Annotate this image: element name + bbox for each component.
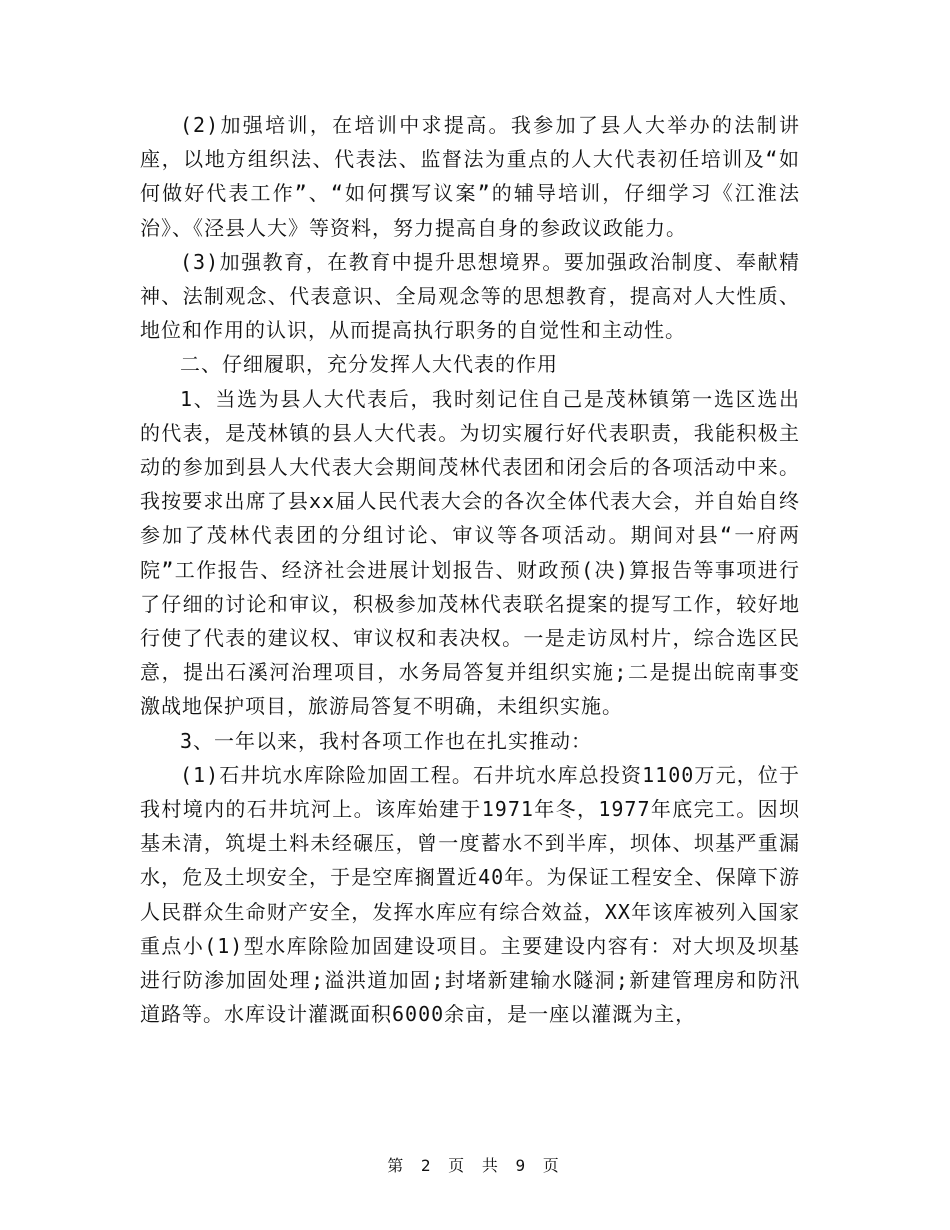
section-heading-duties: 二、仔细履职，充分发挥人大代表的作用 (180, 352, 558, 377)
paragraph-education: (3)加强教育，在教育中提升思想境界。要加强政治制度、奉献精神、法制观念、代表意识、全局观念等的思想教育，提高对人大性质、地位和作用的认识，从而提高执行职务的自觉性和主动性。 (140, 249, 800, 343)
paragraph-village-work-intro: 3、一年以来，我村各项工作也在扎实推动： (180, 728, 593, 753)
paragraph-reservoir-project: (1)石井坑水库除险加固工程。石井坑水库总投资1100万元，位于我村境内的石井坑河上。该库始建于1971年冬，1977年底完工。因坝基未清，筑堤土料未经碾压，曾一度蓄水不到半库，坝体、坝基严重漏水，危及土坝安全，于是空库搁置近40年。为保证工程安全、保障下游人民群众生命财产安全，发挥水库应有综合效益，XX年该库被列入国家重点小(1)型水库除险加固建设项目。主要建设内容有：对大坝及坝基进行防渗加固处理;溢洪道加固;封堵新建输水隧洞;新建管理房和防汛道路等。水库设计灌溉面积6000余亩，是一座以灌溉为主， (140, 762, 800, 1027)
page-number-footer: 第 2 页 共 9 页 (387, 1156, 563, 1175)
paragraph-representative-duties: 1、当选为县人大代表后，我时刻记住自己是茂林镇第一选区选出的代表，是茂林镇的县人大代表。为切实履行好代表职责，我能积极主动的参加到县人大代表大会期间茂林代表团和闭会后的各项活动中来。我按要求出席了县xx届人民代表大会的各次全体代表大会，并自始自终参加了茂林代表团的分组讨论、审议等各项活动。期间对县“一府两院”工作报告、经济社会进展计划报告、财政预(决)算报告等事项进行了仔细的讨论和审议，积极参加茂林代表联名提案的提写工作，较好地行使了代表的建议权、审议权和表决权。一是走访凤村片，综合选区民意，提出石溪河治理项目，水务局答复并组织实施;二是提出皖南事变激战地保护项目，旅游局答复不明确，未组织实施。 (140, 386, 800, 719)
document-body (140, 108, 800, 1031)
paragraph-training: (2)加强培训，在培训中求提高。我参加了县人大举办的法制讲座，以地方组织法、代表法、监督法为重点的人大代表初任培训及“如何做好代表工作”、“如何撰写议案”的辅导培训，仔细学习《江淮法治》、《泾县人大》等资料，努力提高自身的参政议政能力。 (140, 113, 800, 240)
